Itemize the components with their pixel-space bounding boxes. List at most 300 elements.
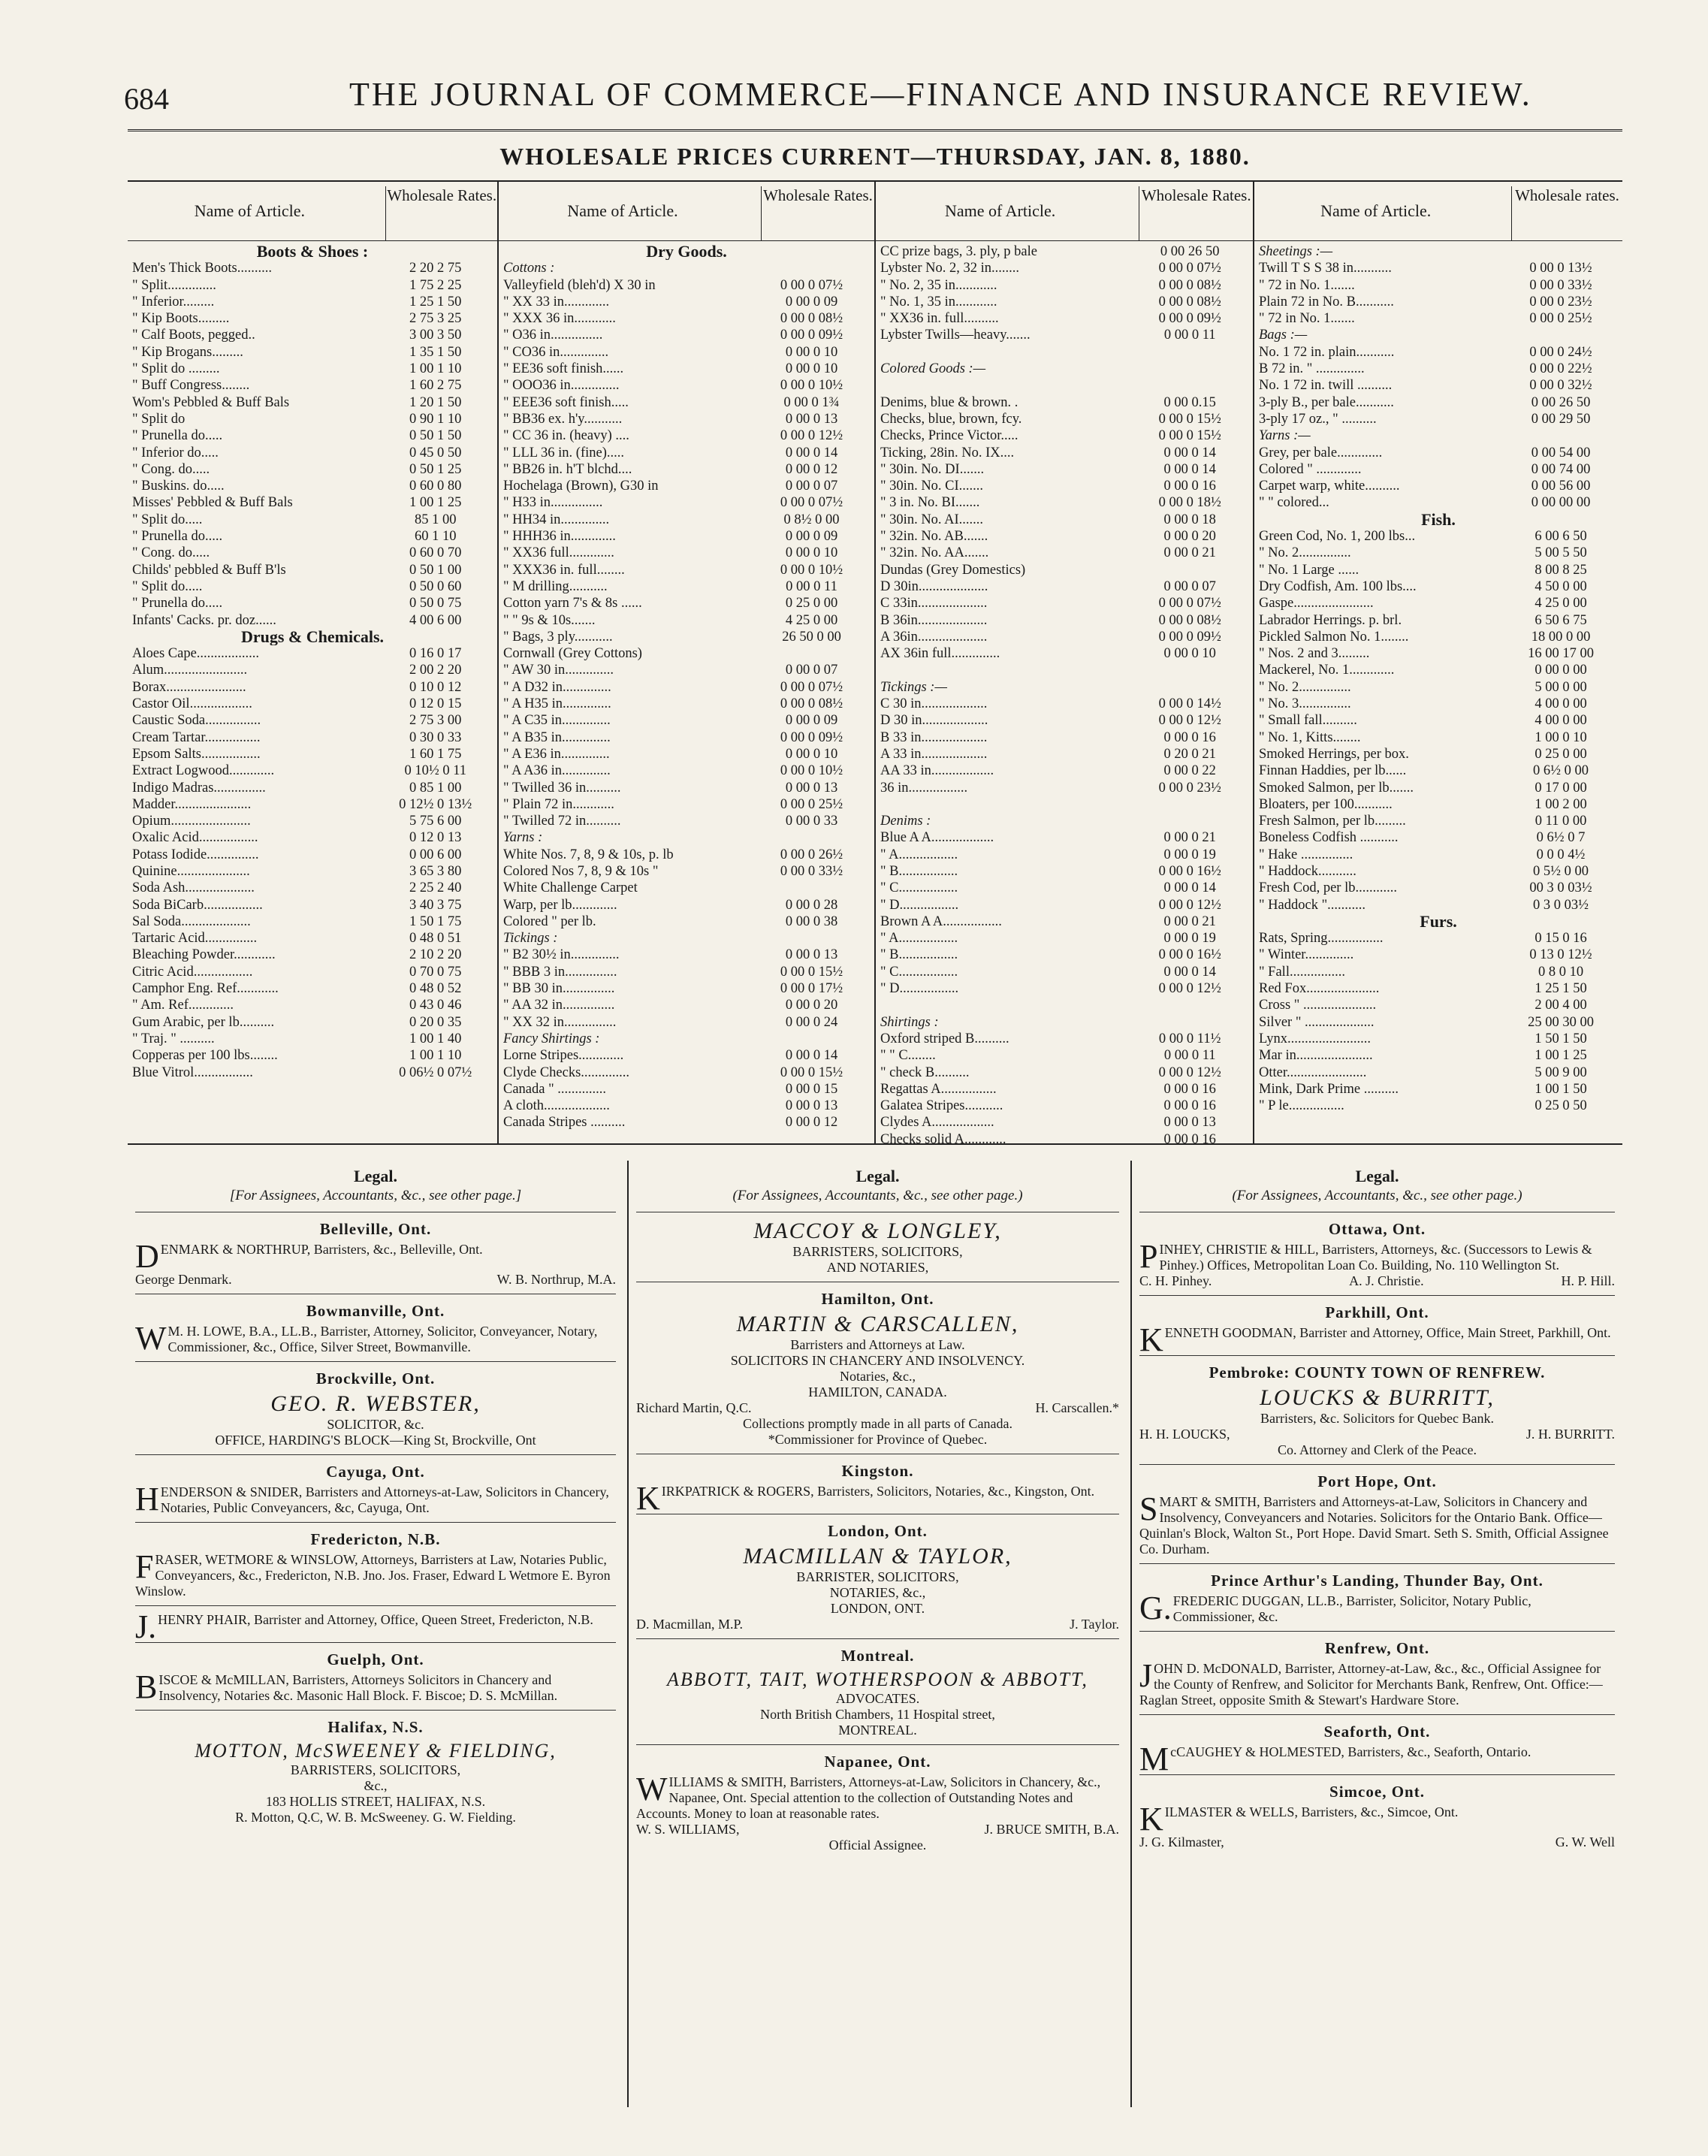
price-row <box>876 512 1253 528</box>
article-name: Dundas (Grey Domestics) <box>880 562 1026 578</box>
price-row <box>128 1047 497 1064</box>
article-rate: 0 25 0 50 <box>1534 1098 1587 1114</box>
header-name: Name of Article. <box>567 201 678 220</box>
article-rate: 0 00 0 24½ <box>1529 344 1592 360</box>
section-heading <box>499 243 874 260</box>
article-name: Colored Nos 7, 8, 9 & 10s " <box>503 863 659 879</box>
price-row <box>876 629 1253 645</box>
article-rate: 5 00 9 00 <box>1534 1064 1587 1080</box>
price-row <box>128 880 497 896</box>
article-rate: 1 60 1 75 <box>409 746 462 762</box>
article-rate: 16 00 17 00 <box>1528 646 1594 662</box>
city-heading: Seaforth, Ont. <box>1323 1723 1431 1741</box>
article-name: Canada " .............. <box>503 1081 607 1097</box>
article-name: " M drilling........... <box>503 578 608 594</box>
article-name: " Cong. do..... <box>132 545 210 561</box>
article-rate: 2 00 4 00 <box>1534 998 1587 1013</box>
drop-cap: H <box>135 1481 159 1517</box>
firm-address: 183 HOLLIS STREET, HALIFAX, N.S. <box>265 1794 486 1809</box>
firm-name: GEO. R. WEBSTER, <box>270 1391 481 1416</box>
column-header <box>499 182 874 241</box>
drop-cap: K <box>1139 1321 1163 1358</box>
divider <box>135 1605 616 1606</box>
price-row <box>128 528 497 545</box>
article-rate: 3 40 3 75 <box>409 897 462 913</box>
price-row <box>876 1047 1253 1064</box>
price-row <box>1254 578 1622 595</box>
price-row <box>876 612 1253 629</box>
price-row <box>128 762 497 779</box>
article-rate: 4 50 0 00 <box>1534 578 1587 594</box>
article-rate: 0 00 0 14 <box>1163 445 1216 460</box>
listing-body <box>135 1481 616 1517</box>
article-rate: 60 1 10 <box>414 529 457 545</box>
article-rate: 0 12 0 15 <box>409 696 462 712</box>
price-row <box>128 1031 497 1047</box>
article-name: " No. 1, Kitts........ <box>1259 729 1361 745</box>
article-name: White Nos. 7, 8, 9 & 10s, p. lb <box>503 847 674 862</box>
listing-text: FREDERIC DUGGAN, LL.B., Barrister, Solicitor, Notary Public, Commissioner, &c. <box>1172 1593 1531 1624</box>
article-name: Cornwall (Grey Cottons) <box>503 646 642 662</box>
article-name: " 30in. No. AI....... <box>880 512 984 527</box>
article-name: " P le................ <box>1259 1098 1344 1114</box>
article-rate: 4 00 0 00 <box>1534 713 1587 729</box>
article-rate: 0 00 0 10½ <box>780 763 843 779</box>
article-name: Checks, blue, brown, fcy. <box>880 411 1022 427</box>
drop-cap: P <box>1139 1238 1158 1275</box>
article-name: " HH34 in.............. <box>503 512 610 527</box>
article-name: Canada Stripes .......... <box>503 1115 626 1131</box>
price-row <box>499 913 874 930</box>
article-rate: 0 20 0 21 <box>1163 746 1216 762</box>
listing-text: IRKPATRICK & ROGERS, Barristers, Solicitors, Notaries, &c., Kingston, Ont. <box>661 1484 1095 1499</box>
header-rates: Wholesale rates. <box>1511 186 1622 240</box>
price-row <box>1254 696 1622 712</box>
name-right: H. Carscallen.* <box>1035 1400 1119 1415</box>
article-name: " OOO36 in.............. <box>503 378 620 394</box>
article-name: Cream Tartar................ <box>132 729 261 745</box>
article-rate: 0 00 0 00 <box>1534 663 1587 678</box>
article-name: " B................. <box>880 947 958 963</box>
article-rate: 25 00 30 00 <box>1528 1014 1594 1030</box>
article-name: Green Cod, No. 1, 200 lbs... <box>1259 529 1416 545</box>
article-name: A 33 in................... <box>880 746 988 762</box>
article-rate: 0 00 0 08½ <box>780 311 843 327</box>
price-row <box>876 880 1253 896</box>
divider <box>636 1744 1119 1745</box>
price-row <box>499 595 874 611</box>
article-rate: 0 5½ 0 00 <box>1533 863 1589 879</box>
article-name: " Split do..... <box>132 512 203 527</box>
price-row <box>499 645 874 662</box>
price-row <box>499 679 874 696</box>
article-rate: 0 00 0 13 <box>785 947 838 963</box>
article-name: Boots & Shoes : <box>256 243 369 260</box>
firm-line: HAMILTON, CANADA. <box>808 1384 947 1400</box>
article-rate: 0 13 0 12½ <box>1529 947 1592 963</box>
price-row <box>128 980 497 997</box>
article-name: Hochelaga (Brown), G30 in <box>503 479 659 494</box>
article-rate: 0 50 0 60 <box>409 578 462 594</box>
article-name: " Kip Brogans......... <box>132 344 243 360</box>
listing-text: M. H. LOWE, B.A., LL.B., Barrister, Attorney, Solicitor, Conveyancer, Notary, Commissioner, &c., Office, Silver Street, Bowmanville. <box>167 1324 598 1354</box>
article-rate: 0 00 0 14 <box>1163 880 1216 896</box>
article-rate: 2 75 3 25 <box>409 311 462 327</box>
article-name: Grey, per bale............. <box>1259 445 1383 460</box>
price-row <box>499 880 874 896</box>
article-name: " BB36 ex. h'y........... <box>503 411 623 427</box>
article-name: Misses' Pebbled & Buff Bals <box>132 495 293 511</box>
article-name: Opium....................... <box>132 814 251 829</box>
article-name: " EE36 soft finish...... <box>503 361 624 377</box>
article-rate: 0 48 0 51 <box>409 931 462 947</box>
drop-cap: W <box>636 1771 668 1807</box>
article-name: White Challenge Carpet <box>503 880 638 896</box>
name-left: H. H. LOUCKS, <box>1139 1427 1230 1442</box>
article-rate: 0 00 0 21 <box>1163 830 1216 846</box>
article-name: " Buff Congress........ <box>132 378 250 394</box>
article-rate: 2 10 2 20 <box>409 947 462 963</box>
article-rate: 4 25 0 00 <box>785 612 838 628</box>
price-row <box>1254 260 1622 276</box>
price-row <box>499 829 874 846</box>
price-row <box>1254 595 1622 611</box>
rows <box>876 243 1253 1148</box>
wholesale-prices-table <box>128 180 1622 1145</box>
article-name: Aloes Cape.................. <box>132 646 260 662</box>
price-row <box>1254 1047 1622 1064</box>
article-rate: 0 00 0 23½ <box>1158 780 1221 796</box>
article-rate: 0 00 0 21 <box>1163 545 1216 561</box>
article-rate: 0 00 0 14 <box>1163 461 1216 477</box>
article-rate: 0 00 0 10 <box>785 361 838 377</box>
article-rate: 5 00 5 50 <box>1534 545 1587 561</box>
article-rate: 0 00 0 07½ <box>1158 596 1221 611</box>
article-rate: 0 00 00 00 <box>1531 495 1591 511</box>
legal-directory <box>128 1161 1622 2107</box>
city-heading: Montreal. <box>840 1647 915 1665</box>
city-heading: Hamilton, Ont. <box>821 1290 934 1308</box>
city-heading: Port Hope, Ont. <box>1317 1472 1437 1490</box>
price-row <box>1254 1031 1622 1047</box>
divider <box>636 1638 1119 1639</box>
firm-line: Barristers and Attorneys at Law. <box>790 1337 965 1352</box>
article-name: Colored " ............. <box>1259 461 1362 477</box>
article-name: B 72 in. " .............. <box>1259 361 1365 377</box>
city-heading: Prince Arthur's Landing, Thunder Bay, Ont. <box>1211 1572 1544 1590</box>
article-rate: 0 00 0 07 <box>785 663 838 678</box>
price-row <box>128 478 497 494</box>
firm-sub: BARRISTERS, SOLICITORS, <box>290 1762 461 1777</box>
price-column-1 <box>128 182 499 1143</box>
firm-sub: BARRISTERS, SOLICITORS, <box>792 1244 963 1259</box>
price-row <box>499 980 874 997</box>
article-name: Soda BiCarb................. <box>132 897 263 913</box>
article-rate: 4 25 0 00 <box>1534 596 1587 611</box>
article-name: Red Fox..................... <box>1259 981 1380 997</box>
article-name: " A C35 in.............. <box>503 713 611 729</box>
price-column-4 <box>1254 182 1622 1143</box>
article-name: " A................. <box>880 931 958 947</box>
article-name: Warp, per lb............. <box>503 897 617 913</box>
price-row <box>499 796 874 813</box>
article-name: " Kip Boots......... <box>132 311 230 327</box>
article-name: B 33 in................... <box>880 729 988 745</box>
article-name: " B................. <box>880 863 958 879</box>
article-rate: 0 00 0 13½ <box>1529 261 1592 276</box>
firm-name: ABBOTT, TAIT, WOTHERSPOON & ABBOTT, <box>667 1668 1088 1690</box>
section-heading <box>128 243 497 260</box>
article-name: Mackerel, No. 1............. <box>1259 663 1395 678</box>
listing-body <box>1139 1741 1615 1777</box>
article-rate: 0 00 0 11 <box>1163 1048 1216 1064</box>
price-row <box>876 327 1253 343</box>
article-name: Madder...................... <box>132 796 252 812</box>
article-rate: 0 50 1 25 <box>409 461 462 477</box>
article-rate: 1 50 1 75 <box>409 913 462 929</box>
article-name: Copperas per 100 lbs........ <box>132 1048 278 1064</box>
header-name: Name of Article. <box>945 201 1056 220</box>
price-row <box>499 964 874 980</box>
article-rate: 4 00 6 00 <box>409 612 462 628</box>
article-name: Checks, Prince Victor..... <box>880 428 1018 444</box>
article-rate: 0 00 0 23½ <box>1529 294 1592 310</box>
article-rate: 0 6½ 0 7 <box>1536 830 1586 846</box>
price-row <box>499 562 874 578</box>
article-rate: 0 00 0 12 <box>785 461 838 477</box>
rows <box>499 243 874 1131</box>
article-name: Gaspe....................... <box>1259 596 1374 611</box>
article-name: " Nos. 2 and 3......... <box>1259 646 1370 662</box>
article-name: 3-ply 17 oz., " .......... <box>1259 411 1377 427</box>
article-rate: 1 25 1 50 <box>409 294 462 310</box>
article-rate: 0 00 0 15½ <box>780 964 843 980</box>
city-heading: Belleville, Ont. <box>319 1220 432 1238</box>
price-row <box>1254 294 1622 310</box>
price-row <box>499 494 874 511</box>
article-name: " 32in. No. AA....... <box>880 545 989 561</box>
article-rate: 0 00 0 25½ <box>780 796 843 812</box>
article-rate: 0 50 0 75 <box>409 596 462 611</box>
article-rate: 1 75 2 25 <box>409 277 462 293</box>
price-row <box>876 1131 1253 1148</box>
drop-cap: S <box>1139 1490 1158 1527</box>
article-name: Alum........................ <box>132 663 248 678</box>
article-rate: 0 00 0 16 <box>1163 1131 1216 1147</box>
article-name: Drugs & Chemicals. <box>240 628 385 645</box>
price-row <box>499 746 874 762</box>
article-rate: 0 00 56 00 <box>1531 479 1591 494</box>
listing-text: ILLIAMS & SMITH, Barristers, Attorneys-at-Law, Solicitors in Chancery, &c., Napanee, Ont. Special attention to the collection of Outstanding Notes and Accounts. Money to loan at reasonable rates. <box>636 1774 1101 1821</box>
article-rate: 0 00 0 22 <box>1163 763 1216 779</box>
legal-note: (For Assignees, Accountants, &c., see other page.) <box>732 1188 1023 1203</box>
article-rate: 0 00 0 18 <box>1163 512 1216 527</box>
price-row <box>128 863 497 880</box>
article-rate: 2 00 2 20 <box>409 663 462 678</box>
price-row <box>128 780 497 796</box>
price-row <box>128 813 497 829</box>
article-name: C 33in.................... <box>880 596 988 611</box>
header-rates: Wholesale Rates. <box>1139 186 1253 240</box>
legal-note: (For Assignees, Accountants, &c., see other page.) <box>1232 1188 1522 1203</box>
price-row <box>499 930 874 947</box>
price-row <box>876 1031 1253 1047</box>
article-name: Cottons : <box>503 261 555 276</box>
article-rate: 0 00 0 33½ <box>780 863 843 879</box>
price-row <box>499 310 874 327</box>
article-name: Gum Arabic, per lb.......... <box>132 1014 275 1030</box>
prices-title: WHOLESALE PRICES CURRENT—THURSDAY, JAN. 8, 1880. <box>499 143 1251 170</box>
article-name: Yarns :— <box>1259 428 1311 444</box>
price-row <box>1254 746 1622 762</box>
price-row <box>128 562 497 578</box>
article-name: Lybster Twills—heavy....... <box>880 328 1031 343</box>
price-column-3 <box>876 182 1254 1147</box>
listing-body <box>1139 1657 1615 1708</box>
article-name: Twill T S S 38 in........... <box>1259 261 1392 276</box>
price-row <box>876 662 1253 678</box>
price-row <box>876 528 1253 545</box>
price-row <box>1254 780 1622 796</box>
article-rate: 1 25 1 50 <box>1534 981 1587 997</box>
firm-line: Co. Attorney and Clerk of the Peace. <box>1278 1442 1477 1457</box>
article-name: " check B.......... <box>880 1064 970 1080</box>
price-row <box>499 411 874 427</box>
article-name: Oxalic Acid................. <box>132 830 258 846</box>
article-name: Furs. <box>1420 913 1457 930</box>
article-name: Regattas A................ <box>880 1081 997 1097</box>
price-column-2 <box>499 182 876 1143</box>
article-name: 36 in................. <box>880 780 968 796</box>
article-name: " Haddock "........... <box>1259 897 1366 913</box>
article-rate: 0 8½ 0 00 <box>783 512 840 527</box>
article-name: Pickled Salmon No. 1........ <box>1259 629 1409 645</box>
article-name: Mar in...................... <box>1259 1048 1373 1064</box>
price-row <box>128 997 497 1013</box>
article-rate: 0 00 0 12½ <box>1158 1064 1221 1080</box>
article-name: " Plain 72 in............ <box>503 796 614 812</box>
price-row <box>876 645 1253 662</box>
article-name: " Buskins. do..... <box>132 479 225 494</box>
article-rate: 0 6½ 0 00 <box>1533 763 1589 779</box>
drop-cap: F <box>135 1548 154 1585</box>
article-name: " Cong. do..... <box>132 461 210 477</box>
article-rate: 0 00 0 16 <box>1163 479 1216 494</box>
article-rate: 0 00 0 19 <box>1163 847 1216 862</box>
price-row <box>1254 277 1622 294</box>
firm-name: MACMILLAN & TAYLOR, <box>743 1544 1012 1569</box>
article-name: " EEE36 soft finish..... <box>503 394 629 410</box>
price-row <box>876 696 1253 712</box>
price-row <box>1254 997 1622 1013</box>
price-row <box>1254 712 1622 729</box>
article-rate: 0 00 0.15 <box>1163 394 1216 410</box>
article-name: " Bags, 3 ply........... <box>503 629 613 645</box>
article-rate: 0 48 0 52 <box>409 981 462 997</box>
firm-name: MARTIN & CARSCALLEN, <box>736 1312 1019 1336</box>
price-row <box>876 1064 1253 1081</box>
legal-heading: Legal. <box>353 1167 398 1185</box>
article-rate: 0 00 0 09½ <box>1158 311 1221 327</box>
price-row <box>1254 964 1622 980</box>
divider <box>1139 1355 1615 1356</box>
article-rate: 0 00 0 09 <box>785 529 838 545</box>
price-row <box>128 829 497 846</box>
drop-cap: W <box>135 1320 167 1357</box>
price-row <box>128 377 497 394</box>
article-rate: 0 00 0 18½ <box>1158 495 1221 511</box>
listing-text: INHEY, CHRISTIE & HILL, Barristers, Attorneys, &c. (Successors to Lewis & Pinhey.) Offices, Metropolitan Loan Co. Building, No. 110 Wellington St. <box>1159 1242 1592 1273</box>
article-rate: 0 00 29 50 <box>1531 411 1591 427</box>
article-rate: 1 00 2 00 <box>1534 796 1587 812</box>
article-name: Men's Thick Boots.......... <box>132 261 272 276</box>
price-row <box>128 277 497 294</box>
price-row <box>499 629 874 645</box>
firm-name: MOTTON, McSWEENEY & FIELDING, <box>195 1740 557 1762</box>
article-name: Quinine..................... <box>132 863 250 879</box>
article-name: " Split.............. <box>132 277 216 293</box>
article-rate: 0 00 54 00 <box>1531 445 1591 460</box>
price-row <box>876 461 1253 478</box>
firm-office: OFFICE, HARDING'S BLOCK—King St, Brockville, Ont <box>215 1433 536 1448</box>
article-rate: 0 12½ 0 13½ <box>399 796 472 812</box>
price-row <box>876 729 1253 746</box>
article-name: Dry Goods. <box>646 243 727 260</box>
article-name: 3-ply B., per bale........... <box>1259 394 1394 410</box>
price-row <box>876 411 1253 427</box>
article-rate: 0 20 0 35 <box>409 1014 462 1030</box>
header-rates: Wholesale Rates. <box>761 186 874 240</box>
price-row <box>128 344 497 361</box>
article-rate: 0 00 0 33 <box>785 814 838 829</box>
article-name: " B2 30½ in.............. <box>503 947 620 963</box>
article-name: " XX 32 in............... <box>503 1014 617 1030</box>
article-rate: 0 16 0 17 <box>409 646 462 662</box>
article-name: " C................. <box>880 880 958 896</box>
article-name: Smoked Salmon, per lb....... <box>1259 780 1414 796</box>
price-row <box>1254 327 1622 343</box>
article-name: Clydes A.................. <box>880 1115 994 1131</box>
column-header <box>128 182 497 241</box>
article-name: Mink, Dark Prime .......... <box>1259 1081 1399 1097</box>
article-name: Epsom Salts................. <box>132 746 261 762</box>
article-rate: 0 00 0 15½ <box>1158 428 1221 444</box>
article-rate: 0 00 0 12½ <box>1158 897 1221 913</box>
names-row <box>1139 1834 1615 1850</box>
article-name: Fresh Salmon, per lb......... <box>1259 814 1406 829</box>
name-right: G. W. Well <box>1555 1834 1615 1850</box>
listing-body <box>1139 1490 1615 1557</box>
article-name: " Twilled 36 in.......... <box>503 780 621 796</box>
drop-cap: J. <box>135 1608 157 1645</box>
city-heading: Fredericton, N.B. <box>310 1530 441 1548</box>
price-row <box>1254 829 1622 846</box>
price-row <box>1254 528 1622 545</box>
firm-place: MONTREAL. <box>838 1723 917 1738</box>
names-row <box>1139 1273 1615 1289</box>
firm-line: Official Assignee. <box>828 1837 927 1853</box>
price-row <box>876 1098 1253 1114</box>
name-3: H. P. Hill. <box>1561 1273 1615 1288</box>
article-name: " 3 in. No. BI....... <box>880 495 980 511</box>
article-name: " LLL 36 in. (fine)..... <box>503 445 624 460</box>
article-rate: 0 00 0 07½ <box>780 277 843 293</box>
article-name: " A D32 in.............. <box>503 679 611 695</box>
article-name: " H33 in............... <box>503 495 603 511</box>
article-name: " AW 30 in.............. <box>503 663 614 678</box>
article-rate: 0 00 0 10 <box>785 545 838 561</box>
article-rate: 3 65 3 80 <box>409 863 462 879</box>
